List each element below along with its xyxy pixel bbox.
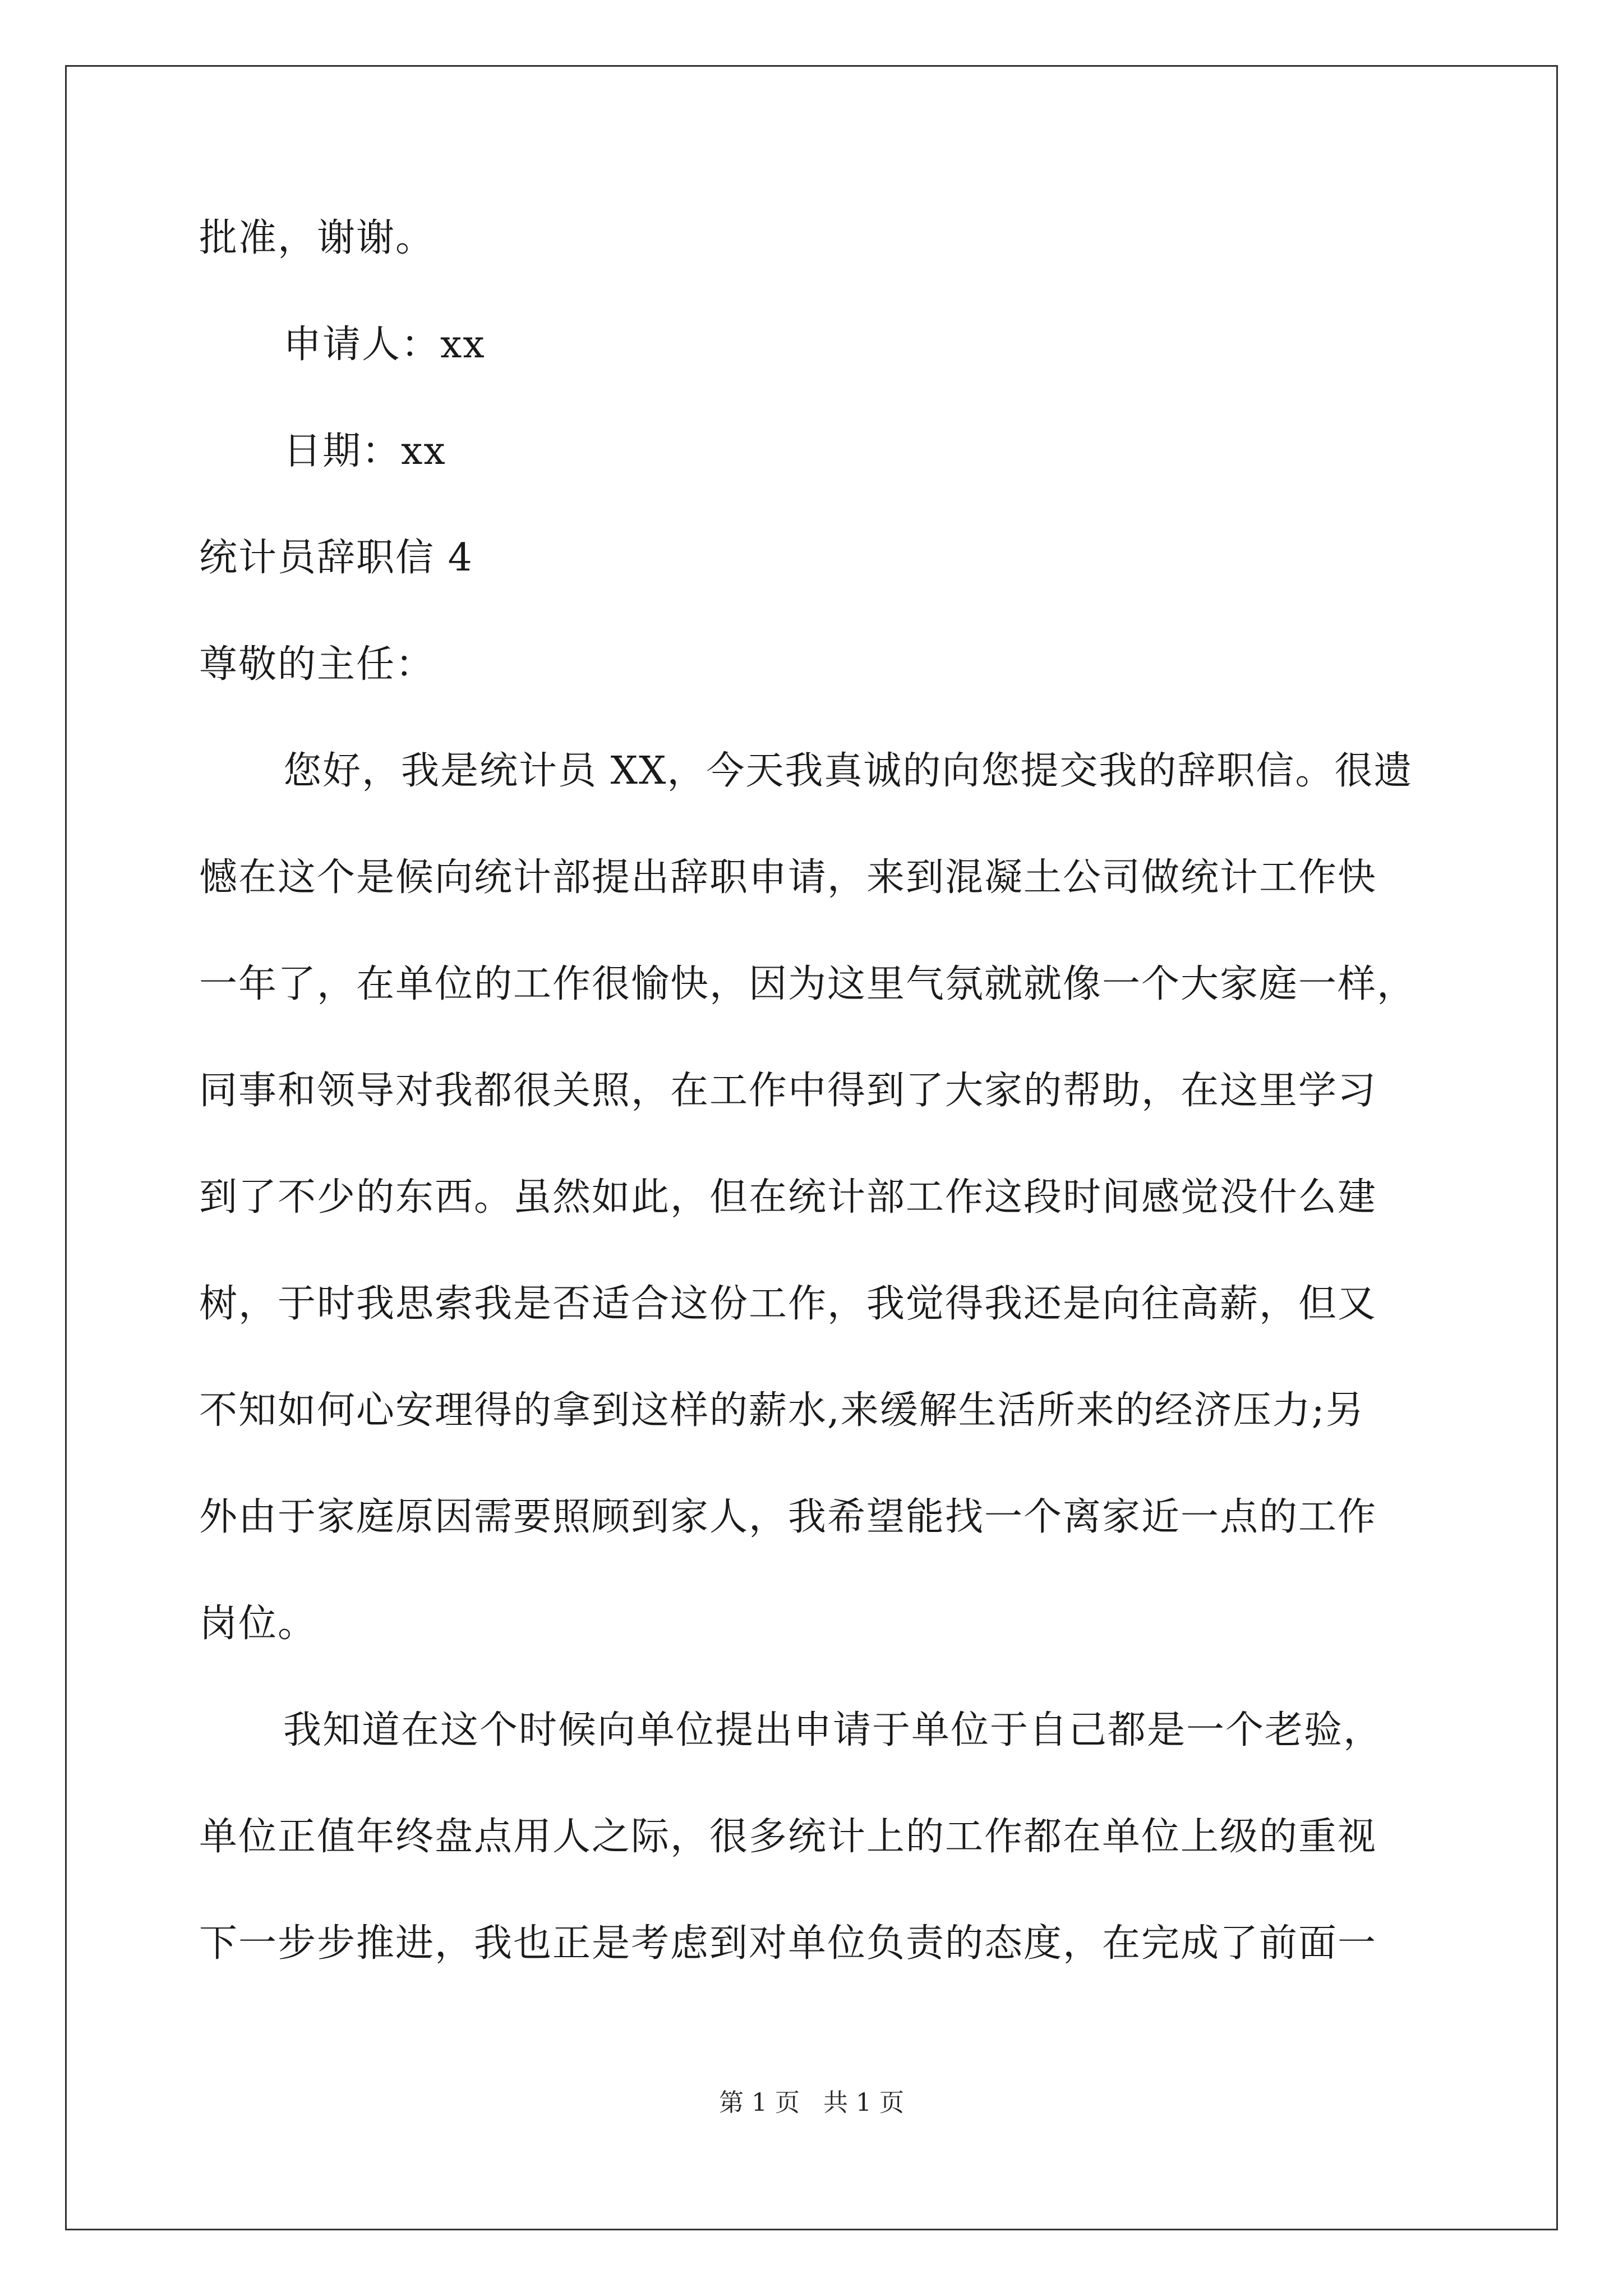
text-line: 统计员辞职信 4: [199, 536, 473, 580]
text-line: 到了不少的东西。虽然如此，但在统计部工作这段时间感觉没什么建: [199, 1175, 1377, 1220]
text-line: 不知如何心安理得的拿到这样的薪水,来缓解生活所来的经济压力;另: [199, 1388, 1365, 1433]
text-line: 下一步步推进，我也正是考虑到对单位负责的态度，在完成了前面一: [199, 1921, 1377, 1966]
text-line: 外由于家庭原因需要照顾到家人，我希望能找一个离家近一点的工作: [199, 1495, 1377, 1539]
text-line: 树，于时我思索我是否适合这份工作，我觉得我还是向往高薪，但又: [199, 1282, 1377, 1326]
text-line: 申请人：xx: [283, 323, 486, 367]
text-line: 一年了，在单位的工作很愉快，因为这里气氛就就像一个大家庭一样，: [199, 962, 1417, 1006]
text-line: 日期：xx: [283, 429, 446, 473]
text-line: 您好，我是统计员 XX，今天我真诚的向您提交我的辞职信。很遗: [283, 749, 1413, 793]
text-line: 我知道在这个时候向单位提出申请于单位于自己都是一个老验，: [283, 1708, 1383, 1752]
page-number: 第 1 页: [719, 2088, 800, 2117]
document-body: [199, 185, 1433, 1997]
page-total: 共 1 页: [823, 2088, 904, 2117]
text-line: 单位正值年终盘点用人之际，很多统计上的工作都在单位上级的重视: [199, 1815, 1377, 1859]
text-line: 同事和领导对我都很关照，在工作中得到了大家的帮助，在这里学习: [199, 1069, 1377, 1113]
text-line: 憾在这个是候向统计部提出辞职申请，来到混凝土公司做统计工作快: [199, 855, 1377, 900]
text-line: 岗位。: [199, 1602, 317, 1646]
text-line: 批准，谢谢。: [199, 216, 435, 260]
text-line: 尊敬的主任：: [199, 642, 435, 687]
page-footer: [0, 2082, 1623, 2118]
